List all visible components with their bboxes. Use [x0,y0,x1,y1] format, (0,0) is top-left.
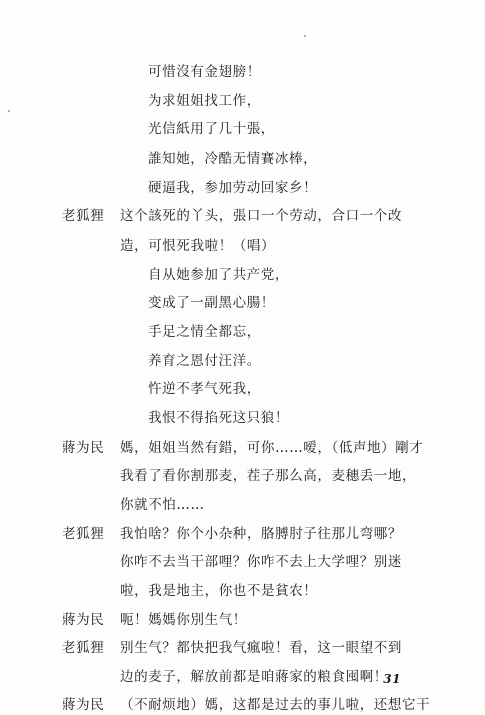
dialogue-line: 啦，我是地主，你也不是貧农！ [120,582,318,599]
paper-speck [8,110,10,112]
dialogue-line: 你就不怕…… [120,496,205,513]
dialogue-line: 别生气？都快把我气瘋啦！看，这一眼望不到 [120,640,402,657]
dialogue-line: 呃！媽媽你別生气！ [120,611,247,628]
dialogue-line: 你咋不去当干部哩？你咋不去上大学哩？别迷 [120,554,402,571]
speaker-name: 老狐狸 [62,640,105,657]
dialogue-line: 我怕啥？你个小杂种，胳膊肘子往那儿弯哪？ [120,525,402,542]
verse-line: 我恨不得掐死这只狼！ [148,409,289,426]
verse-line: 光信紙用了几十張， [148,121,275,138]
verse-line: 自从她参加了共产党， [148,266,289,283]
dialogue-line: 这个該死的丫头，張口一个劳动，合口一个改 [120,208,402,225]
dialogue-line: 边的麦子，解放前都是咱蔣家的粮食囤啊！ [120,668,388,685]
speaker-name: 老狐狸 [62,525,105,542]
page-number: 31 [383,672,401,686]
verse-line: 变成了一副黑心腸！ [148,295,275,312]
verse-line: 手足之情全都忘， [148,323,261,340]
dialogue-line: （不耐烦地）媽，这都是过去的事儿啦，还想它干 [120,697,431,714]
verse-line: 硬逼我，参加劳动回家乡！ [148,179,318,196]
verse-line: 为求姐姐找工作， [148,92,261,109]
speaker-name: 老狐狸 [62,208,105,225]
verse-line: 忤逆不孝气死我， [148,381,261,398]
speaker-name: 蔣为民 [62,439,105,456]
verse-line: 誰知她，冷酷无情賽冰棒， [148,150,318,167]
verse-line: 可惜沒有金翅膀！ [148,64,261,80]
dialogue-line: 造，可恨死我啦！（唱） [120,237,276,254]
dialogue-line: 媽，姐姐当然有錯，可你……嗳，（低声地）剛才 [120,439,424,456]
paper-speck [304,35,306,37]
speaker-name: 蔣为民 [62,611,105,628]
speaker-name: 蔣为民 [62,697,105,714]
verse-line: 养育之恩付汪洋。 [148,352,261,369]
dialogue-line: 我看了看你割那麦，茬子那么高，麦穗丢一地， [120,468,417,485]
